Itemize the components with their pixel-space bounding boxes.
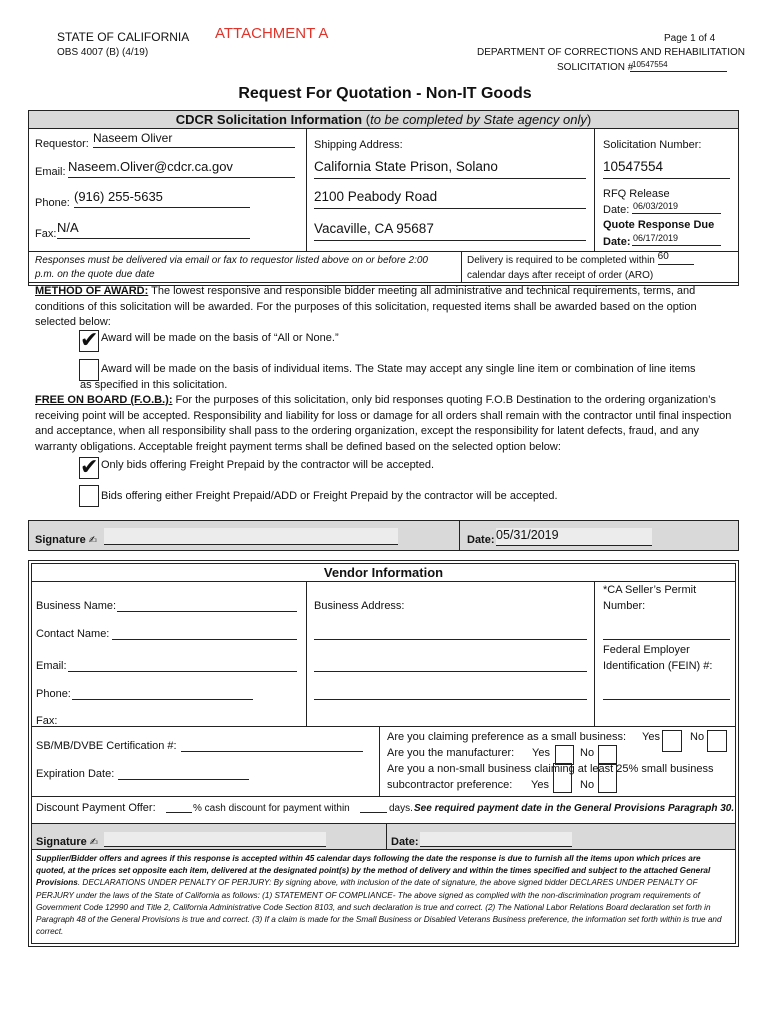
- requestor-field[interactable]: Naseem Oliver: [93, 131, 295, 148]
- vendor-phone-field[interactable]: [72, 686, 253, 700]
- solicitation-label: SOLICITATION #: [557, 62, 634, 73]
- date-label-2: Date:: [391, 836, 419, 848]
- shipping-line3-field[interactable]: Vacaville, CA 95687: [314, 221, 586, 241]
- vendor-email-label: Email:: [36, 660, 67, 672]
- rfq-release-date-label: Date:: [603, 204, 630, 216]
- date-field-2[interactable]: [420, 832, 572, 847]
- nonsmall-question-2: subcontractor preference:: [387, 779, 513, 791]
- discount-days-field[interactable]: [360, 800, 387, 813]
- award-individual-checkbox[interactable]: [79, 359, 99, 381]
- attachment-label: ATTACHMENT A: [215, 25, 329, 42]
- award-all-none-checkbox[interactable]: ✔: [80, 328, 99, 353]
- rfq-release-date-field[interactable]: [632, 201, 721, 214]
- small-yes-checkbox[interactable]: [662, 730, 682, 752]
- nonsmall-question: Are you a non-small business claiming at least 25% small business: [387, 763, 714, 775]
- vendor-phone-label: Phone:: [36, 688, 71, 700]
- solicitation-number-label: Solicitation Number:: [603, 139, 702, 151]
- signature-field-2[interactable]: [104, 832, 326, 847]
- sellers-permit-label-2: Number:: [603, 600, 646, 612]
- department-name: DEPARTMENT OF CORRECTIONS AND REHABILITATION: [477, 47, 745, 58]
- discount-label: Discount Payment Offer:: [36, 802, 156, 814]
- quote-due-date: 06/17/2019: [633, 233, 679, 243]
- business-address-label: Business Address:: [314, 600, 405, 612]
- discount-mid-text: % cash discount for payment within: [193, 803, 350, 814]
- pen-icon: ✍: [88, 535, 98, 546]
- certification-field[interactable]: [181, 738, 363, 752]
- business-name-field[interactable]: [117, 598, 297, 612]
- expiration-field[interactable]: [118, 766, 249, 780]
- delivery-note: Delivery is required to be completed within 60 calendar days after receipt of order (ARO): [467, 254, 735, 283]
- phone-label: Phone:: [35, 197, 70, 209]
- shipping-line2-field[interactable]: 2100 Peabody Road: [314, 189, 586, 209]
- fob-paragraph: FREE ON BOARD (F.O.B.): For the purposes of this solicitation, only bid responses quoting F.O.B Destination to the ordering organization’s receiving point will be accepted. Responsibility and liability for loss or damage for all orders shall remain with the contractor until final inspection and acceptance, when all responsibility shall pass to the ordering organization, except the responsibility for latent defects, fraud, and any warranty obligations. Acceptable freight payment terms shall be defined based on the selected option below:: [35, 394, 732, 453]
- signature-field-1[interactable]: [104, 528, 398, 545]
- fax-field[interactable]: N/A: [57, 220, 250, 239]
- award-individual-label: Award will be made on the basis of individual items. The State may accept any single line item or combination of line items: [101, 363, 696, 375]
- nonsmall-no-label: No: [580, 779, 595, 791]
- small-no-label: No: [690, 731, 705, 743]
- declarations-text: Supplier/Bidder offers and agrees if this response is accepted within 45 calendar days following the date the response is due to furnish all the items upon which prices are quoted, at the prices set opposite each item, delivered at the designated point(s) by the method of delivery and within the times specified and subject to the attached General Provisions. DECLARATIONS UNDER PENALTY OF PERJURY: By signing above, with inclusion of the date of signature, the above signed bidder DECLARES UNDER PENALTY OF PERJURY under the laws of the State of California as follows: (1) STATEMENT OF COMPLIANCE- The above signed as complied with the non-discrimination program requirements of Government Code 12990 and Title 2, California Administrative Code Section 8103, and such declaration is true and correct. (2) The National Labor Relations Board declaration set forth in Paragraph 48 of the General Provisions is true and correct. (3) If a claim is made for the Small Business or Disabled Veterans Business preference, the information set forth within is true and correct.: [36, 854, 722, 937]
- address-line4-field[interactable]: [314, 713, 587, 727]
- shipping-line1-field[interactable]: California State Prison, Solano: [314, 159, 586, 179]
- rfq-release-date: 06/03/2019: [633, 201, 679, 211]
- nonsmall-yes-checkbox[interactable]: [553, 763, 572, 793]
- manufacturer-question: Are you the manufacturer:: [387, 747, 515, 759]
- nonsmall-no-checkbox[interactable]: [598, 763, 617, 793]
- quote-due-date-label: Date:: [603, 236, 631, 248]
- small-yes-label: Yes: [642, 731, 660, 743]
- fein-field[interactable]: [603, 686, 730, 700]
- fein-label: Federal Employer: [603, 644, 690, 656]
- address-line3-field[interactable]: [314, 686, 587, 700]
- manufacturer-yes-checkbox[interactable]: [555, 745, 574, 765]
- business-name-label: Business Name:: [36, 600, 117, 612]
- discount-note: See required payment date in the General Provisions Paragraph 30.: [414, 803, 735, 814]
- certification-label: SB/MB/DVBE Certification #:: [36, 740, 177, 752]
- discount-days-text: days.: [389, 803, 413, 814]
- nonsmall-yes-label: Yes: [531, 779, 549, 791]
- pen-icon-2: ✍: [89, 837, 99, 848]
- contact-name-label: Contact Name:: [36, 628, 110, 640]
- manufacturer-yes-label: Yes: [532, 747, 550, 759]
- fax-label: Fax:: [35, 228, 57, 240]
- vendor-email-field[interactable]: [68, 658, 297, 672]
- signature-label-1: Signature ✍: [35, 534, 98, 546]
- freight-add-label: Bids offering either Freight Prepaid/ADD or Freight Prepaid by the contractor will be accepted.: [101, 490, 558, 502]
- email-label: Email:: [35, 166, 66, 178]
- quote-due-label: Quote Response Due: [603, 219, 715, 231]
- cdcr-heading: CDCR Solicitation Information (to be completed by State agency only): [29, 111, 738, 129]
- award-individual-label-2: as specified in this solicitation.: [80, 379, 228, 391]
- freight-prepaid-checkbox[interactable]: ✔: [80, 455, 99, 480]
- award-all-none-label: Award will be made on the basis of “All or None.”: [101, 332, 339, 344]
- vendor-fax-label: Fax:: [36, 715, 58, 727]
- small-no-checkbox[interactable]: [707, 730, 727, 752]
- small-business-question: Are you claiming preference as a small business:: [387, 731, 627, 743]
- freight-add-checkbox[interactable]: [79, 485, 99, 507]
- solicitation-value: 10547554: [632, 60, 668, 69]
- fein-label-2: Identification (FEIN) #:: [603, 660, 713, 672]
- phone-field[interactable]: (916) 255-5635: [74, 189, 250, 208]
- page-title: Request For Quotation - Non-IT Goods: [238, 85, 532, 102]
- vendor-heading: Vendor Information: [31, 564, 736, 582]
- manufacturer-no-checkbox[interactable]: [598, 745, 617, 765]
- discount-percent-field[interactable]: [166, 800, 192, 813]
- page-number: Page 1 of 4: [664, 33, 716, 44]
- state-title: STATE OF CALIFORNIA: [57, 30, 190, 44]
- signature-label-2: Signature ✍: [36, 836, 99, 848]
- form-id: OBS 4007 (B) (4/19): [57, 47, 149, 58]
- address-line1-field[interactable]: [314, 626, 587, 640]
- freight-prepaid-label: Only bids offering Freight Prepaid by the contractor will be accepted.: [101, 459, 435, 471]
- delivery-days-field[interactable]: 60: [658, 250, 694, 265]
- rfq-release-label: RFQ Release: [603, 188, 670, 200]
- solicitation-field[interactable]: [630, 60, 727, 72]
- requestor-label: Requestor:: [35, 138, 89, 150]
- shipping-label: Shipping Address:: [314, 139, 403, 151]
- solicitation-number-field[interactable]: 10547554: [603, 159, 730, 179]
- date-label-1: Date:: [467, 534, 495, 546]
- email-field[interactable]: Naseem.Oliver@cdcr.ca.gov: [68, 159, 295, 178]
- manufacturer-no-label: No: [580, 747, 595, 759]
- date-field-1[interactable]: 05/31/2019: [496, 528, 652, 546]
- expiration-label: Expiration Date:: [36, 768, 115, 780]
- vendor-fax-field[interactable]: [56, 713, 253, 727]
- responses-note: Responses must be delivered via email or fax to requestor listed above on or before 2:00 p.m. on the quote due date: [35, 255, 428, 280]
- sellers-permit-label: *CA Seller’s Permit: [603, 584, 697, 596]
- quote-due-date-field[interactable]: [632, 233, 721, 246]
- contact-name-field[interactable]: [112, 626, 297, 640]
- method-of-award: METHOD OF AWARD: The lowest responsive and responsible bidder meeting all administrative and technical requirements, terms, and conditions of this solicitation will be awarded. For the purposes of this solicitation, requested items shall be awarded based on the option selected below:: [35, 285, 697, 328]
- address-line2-field[interactable]: [314, 658, 587, 672]
- sellers-permit-field[interactable]: [603, 626, 730, 640]
